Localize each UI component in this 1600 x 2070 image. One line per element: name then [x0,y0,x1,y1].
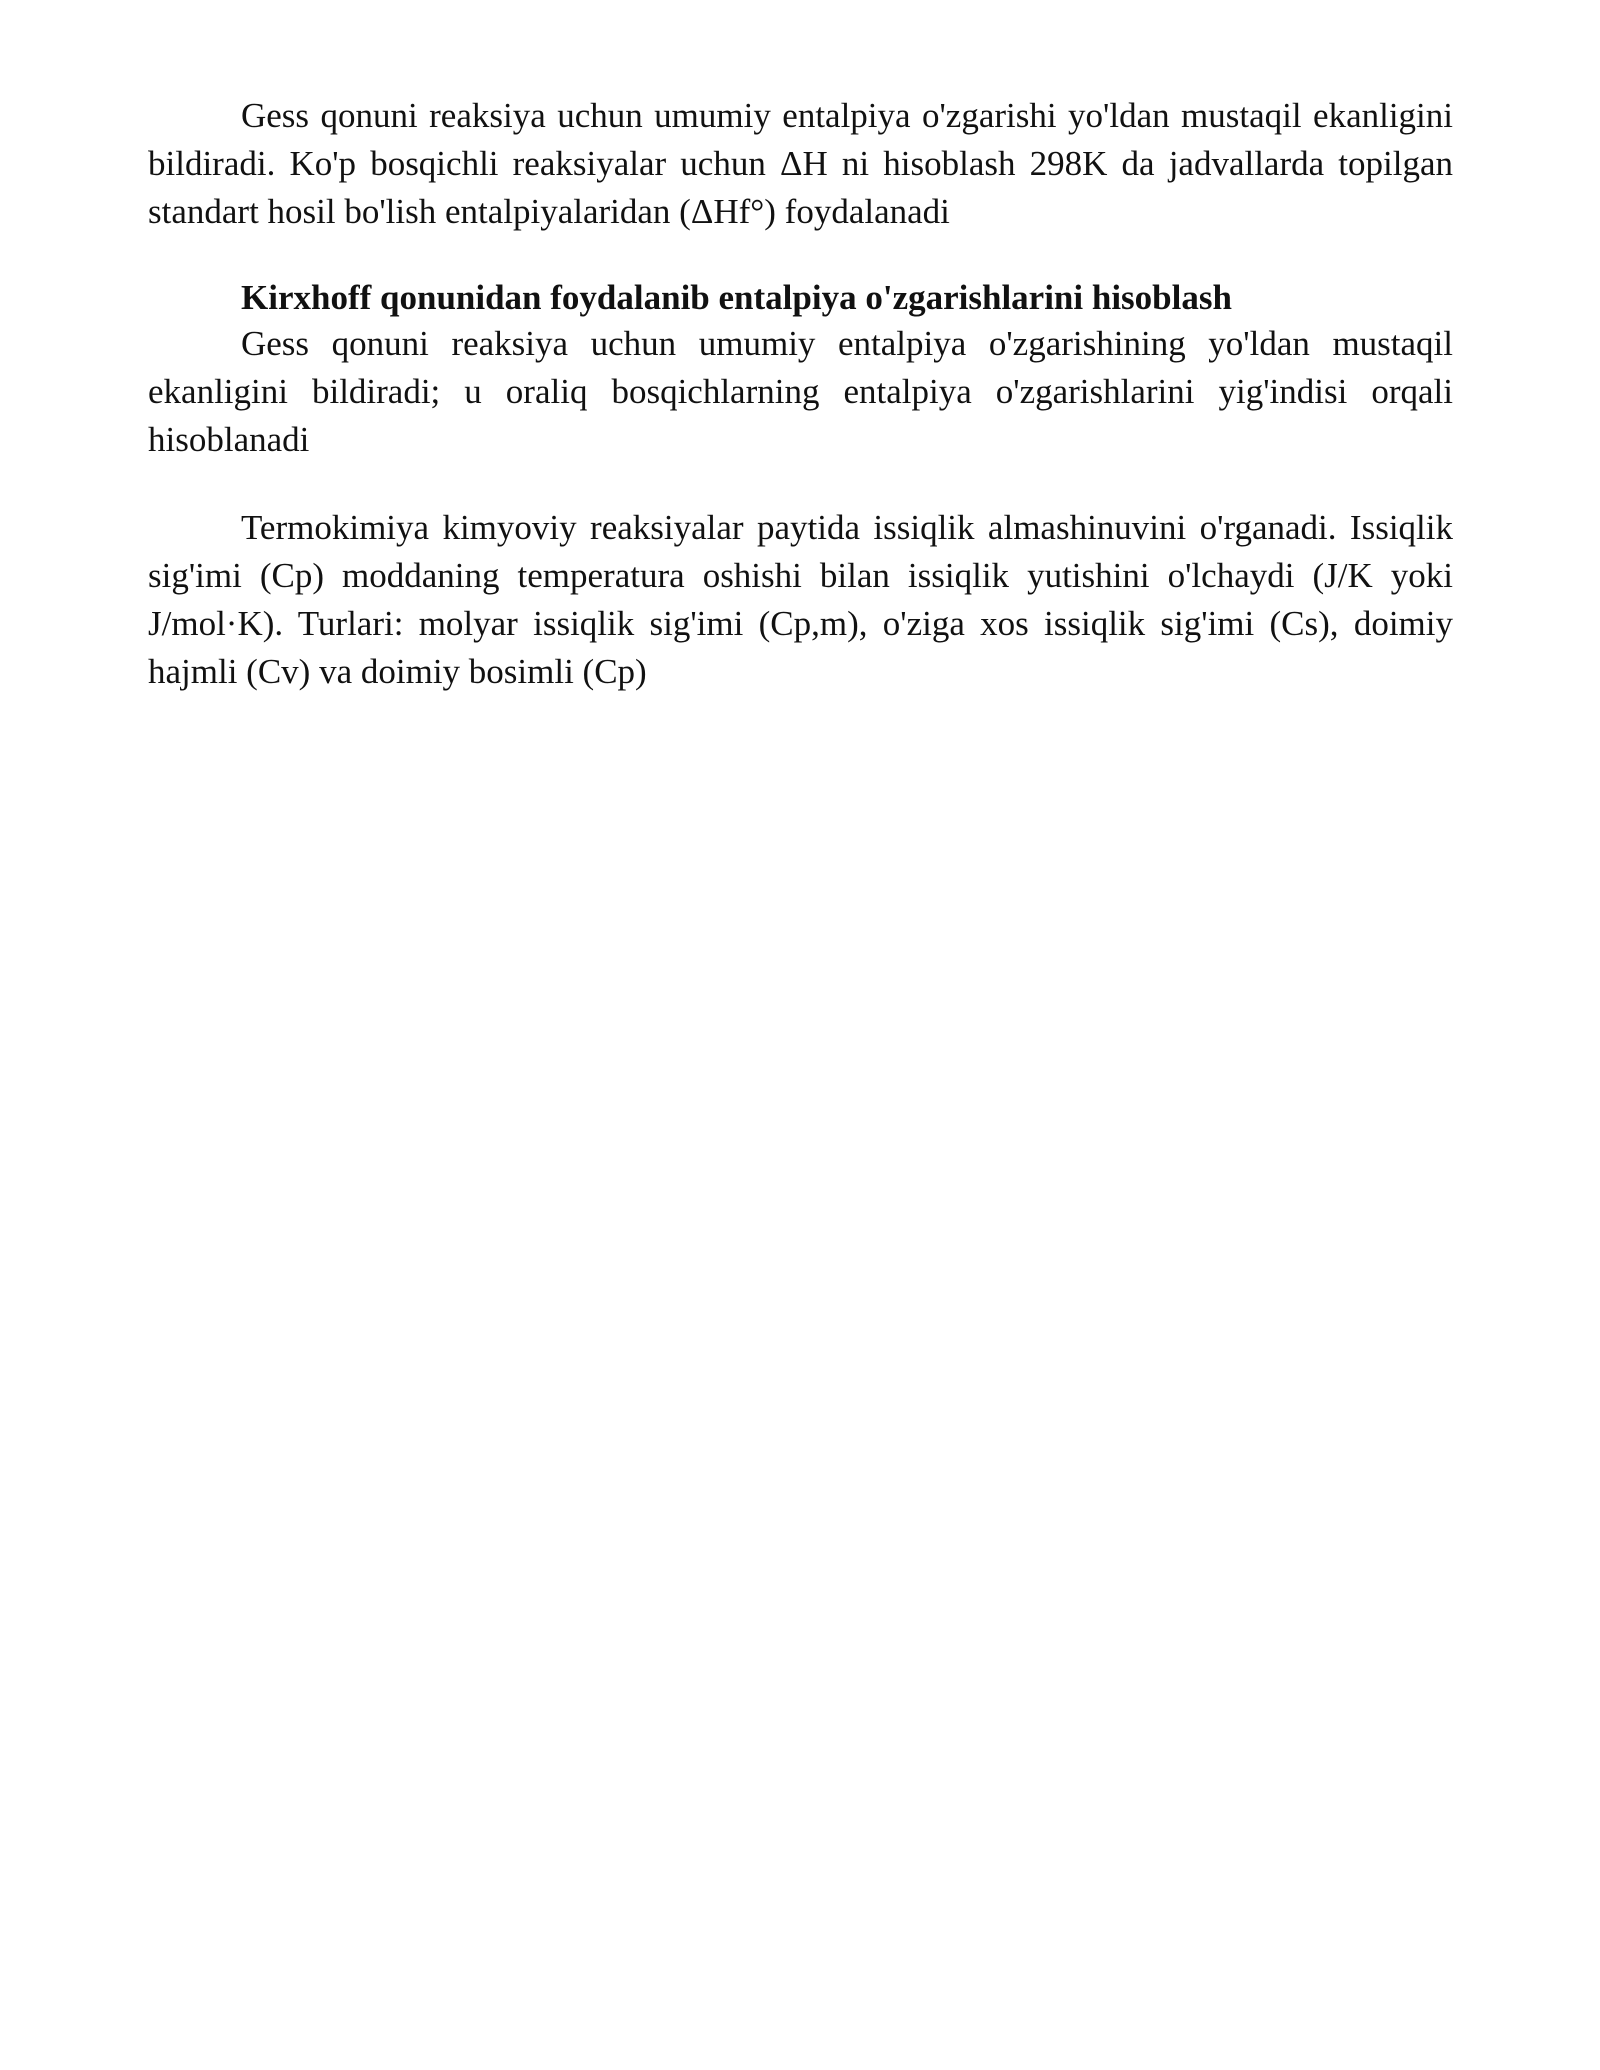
section-heading-kirxhoff: Kirxhoff qonunidan foydalanib entalpiya o'zgarishlarini hisoblash [241,278,1232,317]
paragraph-gess-law-detail: Gess qonuni reaksiya uchun umumiy entalpiya o'zgarishining yo'ldan mustaqil ekanligini bildiradi; u oraliq bosqichlarning entalpiya o'zgarishlarini yig'indisi orqali hisoblanadi [148,324,1453,459]
paragraph-thermochemistry: Termokimiya kimyoviy reaksiyalar paytida issiqlik almashinuvini o'rganadi. Issiqlik sig'imi (Cp) moddaning temperatura oshishi bilan issiqlik yutishini o'lchaydi (J/K yoki J/mol·K). Turlari: molyar issiqlik sig'imi (Cp,m), o'ziga xos issiqlik sig'imi (Cs), doimiy hajmli (Cv) va doimiy bosimli (Cp) [148,508,1453,691]
paragraph-gess-law-intro: Gess qonuni reaksiya uchun umumiy entalpiya o'zgarishi yo'ldan mustaqil ekanligini bildiradi. Ko'p bosqichli reaksiyalar uchun ΔH ni hisoblash 298K da jadvallarda topilgan standart hosil bo'lish entalpiyalaridan (ΔHf°) foydalanadi [148,96,1453,231]
document-body [148,92,1453,696]
